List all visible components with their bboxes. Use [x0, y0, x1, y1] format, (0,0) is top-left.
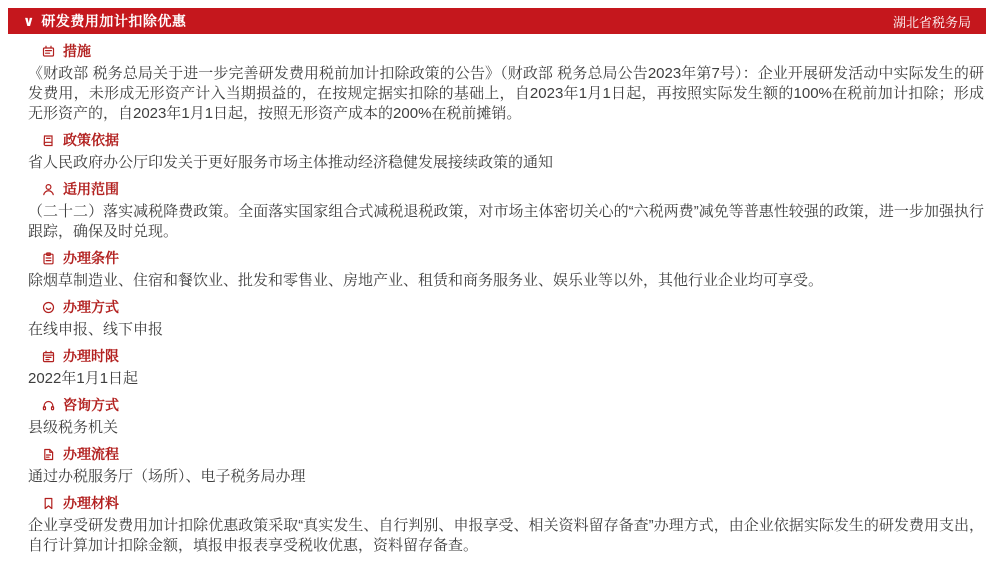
clipboard-icon	[42, 252, 55, 265]
section-title: 办理材料	[63, 495, 119, 511]
section-title: 措施	[63, 43, 91, 59]
section-conditions	[28, 251, 984, 291]
section-title: 咨询方式	[63, 397, 119, 413]
section-body: 在线申报、线下申报	[28, 321, 164, 338]
section-body: 县级税务机关	[28, 419, 119, 436]
section-title: 适用范围	[63, 181, 119, 197]
section-deadline	[28, 349, 984, 389]
section-body: 2022年1月1日起	[28, 370, 139, 387]
section-title: 政策依据	[63, 132, 119, 148]
section-body: 企业享受研发费用加计扣除优惠政策采取“真实发生、自行判别、申报享受、相关资料留存备查”办理方式，由企业依据实际发生的研发费用支出，自行计算加计扣除金额，填报申报表享受税收优惠，资料留存备查。	[28, 517, 984, 554]
section-body: 省人民政府办公厅印发关于更好服务市场主体推动经济稳健发展接续政策的通知	[28, 154, 554, 171]
headset-icon	[42, 399, 55, 412]
section-materials	[28, 496, 984, 556]
agency-label: 湖北省税务局	[892, 14, 971, 30]
section-heading	[42, 44, 984, 59]
calendar-icon	[42, 350, 55, 363]
section-consult	[28, 398, 984, 438]
section-title: 办理时限	[63, 348, 119, 364]
section-title: 办理流程	[63, 446, 119, 462]
page-title: 研发费用加计扣除优惠	[41, 13, 187, 29]
section-title: 办理条件	[63, 250, 119, 266]
circle-badge-icon	[42, 301, 55, 314]
section-heading	[42, 398, 984, 413]
section-heading	[42, 133, 984, 148]
bookmark-icon	[42, 497, 55, 510]
chevron-down-icon[interactable]: ∨	[23, 13, 35, 29]
book-icon	[42, 134, 55, 147]
section-heading	[42, 349, 984, 364]
section-heading	[42, 300, 984, 315]
section-process	[28, 447, 984, 487]
section-title: 办理方式	[63, 299, 119, 315]
section-body: 除烟草制造业、住宿和餐饮业、批发和零售业、房地产业、租赁和商务服务业、娱乐业等以外，其他行业企业均可享受。	[28, 272, 824, 289]
section-heading	[42, 251, 984, 266]
section-scope	[28, 182, 984, 242]
accordion-header[interactable]	[8, 8, 986, 34]
section-policy-basis	[28, 133, 984, 173]
person-icon	[42, 183, 55, 196]
section-method	[28, 300, 984, 340]
section-heading	[42, 447, 984, 462]
section-body: 通过办税服务厅（场所）、电子税务局办理	[28, 468, 306, 485]
section-body: （二十二）落实减税降费政策。全面落实国家组合式减税退税政策，对市场主体密切关心的“六税两费”减免等普惠性较强的政策，进一步加强执行跟踪，确保及时兑现。	[28, 203, 984, 240]
section-body: 《财政部 税务总局关于进一步完善研发费用税前加计扣除政策的公告》（财政部 税务总局公告2023年第7号）：企业开展研发活动中实际发生的研发费用，未形成无形资产计入当期损益的，在按规定据实扣除的基础上，自2023年1月1日起，再按照实际发生额的100%在税前加计扣除；形成无形资产的，自2023年1月1日起，按照无形资产成本的200%在税前摊销。	[28, 65, 984, 122]
section-measures	[28, 44, 984, 124]
section-heading	[42, 182, 984, 197]
section-heading	[42, 496, 984, 511]
notice-board-icon	[42, 45, 55, 58]
document-icon	[42, 448, 55, 461]
policy-content	[28, 44, 984, 563]
